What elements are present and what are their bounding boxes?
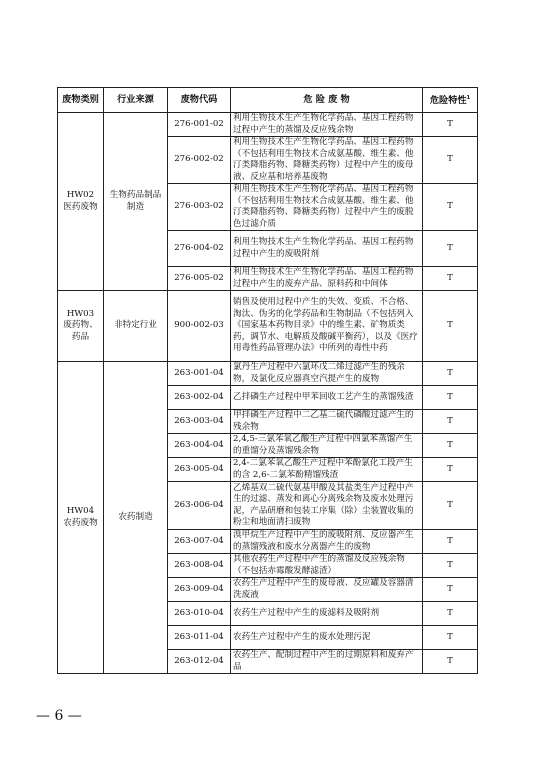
table-body xyxy=(58,113,478,674)
waste-code-cell: 263-001-04 xyxy=(168,362,231,386)
header-hazard-label: 危险特性 xyxy=(429,95,467,107)
waste-code-cell: 263-009-04 xyxy=(168,578,231,602)
header-code: 废物代码 xyxy=(168,88,231,113)
waste-description-cell: 农药生产过程中产生的废母液、反应罐及容器清洗废液 xyxy=(231,578,423,602)
header-waste: 危 险 废 物 xyxy=(231,88,423,113)
waste-code-cell: 263-004-04 xyxy=(168,434,231,458)
waste-code-cell: 263-012-04 xyxy=(168,650,231,674)
waste-description-cell: 溴甲烷生产过程中产生的废吸附剂、反应器产生的蒸馏残液和废水分离器产生的废物 xyxy=(231,530,423,554)
industry-source-cell: 非特定行业 xyxy=(104,291,168,362)
waste-code-cell: 263-003-04 xyxy=(168,410,231,434)
waste-code-cell: 263-005-04 xyxy=(168,458,231,482)
hazard-characteristic-cell: T xyxy=(423,650,478,674)
header-hazard-footnote: 1 xyxy=(466,95,471,102)
hazard-characteristic-cell: T xyxy=(423,626,478,650)
waste-description-cell: 利用生物技术生产生物化学药品、基因工程药物（不包括利用生物技术合成氨基酸、维生素、他汀类降脂药物、降糖类药物）过程中产生的废母液、反应基和培养基废物 xyxy=(231,137,423,184)
table-row xyxy=(58,113,478,137)
waste-description-cell: 农药生产、配制过程中产生的过期原料和废弃产品 xyxy=(231,650,423,674)
waste-description-cell: 2,4,5-三氯苯氧乙酸生产过程中四氯苯蒸馏产生的重馏分及蒸馏残余物 xyxy=(231,434,423,458)
waste-code-cell: 263-011-04 xyxy=(168,626,231,650)
hazard-characteristic-cell: T xyxy=(423,602,478,626)
page-number: — 6 — xyxy=(36,708,82,724)
header-source: 行业来源 xyxy=(104,88,168,113)
header-category: 废物类别 xyxy=(58,88,104,113)
waste-category-cell: HW03 废药物、 药品 xyxy=(58,291,104,362)
hazard-characteristic-cell: T xyxy=(423,267,478,291)
hazard-characteristic-cell: T xyxy=(423,113,478,137)
hazard-characteristic-cell: T xyxy=(423,291,478,362)
waste-code-cell: 263-007-04 xyxy=(168,530,231,554)
industry-source-cell: 农药制造 xyxy=(104,362,168,674)
hazard-characteristic-cell: T xyxy=(423,137,478,184)
waste-code-cell: 276-003-02 xyxy=(168,184,231,231)
hazard-characteristic-cell: T xyxy=(423,362,478,386)
table-row xyxy=(58,291,478,362)
hazard-characteristic-cell: T xyxy=(423,458,478,482)
waste-description-cell: 其他农药生产过程中产生的蒸馏及反应残余物（不包括赤霉酸发酵滤渣） xyxy=(231,554,423,578)
hazard-characteristic-cell: T xyxy=(423,231,478,267)
hazard-characteristic-cell: T xyxy=(423,482,478,530)
table-row xyxy=(58,362,478,386)
waste-description-cell: 乙烯基双二硫代氨基甲酸及其盐类生产过程中产生的过滤、蒸发和离心分离残余物及废水处理污泥，产品研磨和包装工序集（除）尘装置收集的粉尘和地面清扫废物 xyxy=(231,482,423,530)
waste-description-cell: 乙拌磷生产过程中甲苯回收工艺产生的蒸馏残渣 xyxy=(231,386,423,410)
hazard-characteristic-cell: T xyxy=(423,184,478,231)
waste-description-cell: 利用生物技术生产生物化学药品、基因工程药物过程中产生的废吸附剂 xyxy=(231,231,423,267)
hazardous-waste-table xyxy=(57,87,478,674)
waste-description-cell: 销售及使用过程中产生的失效、变质、不合格、淘汰、伪劣的化学药品和生物制品（不包括列入《国家基本药物目录》中的维生素、矿物质类药，调节水、电解质及酸碱平衡药），以及《医疗用毒性药品管理办法》中所列的毒性中药 xyxy=(231,291,423,362)
hazard-characteristic-cell: T xyxy=(423,434,478,458)
header-hazard xyxy=(423,88,478,113)
waste-description-cell: 甲拌磷生产过程中二乙基二硫代磷酸过滤产生的残余物 xyxy=(231,410,423,434)
waste-category-cell: HW02 医药废物 xyxy=(58,113,104,291)
hazard-characteristic-cell: T xyxy=(423,386,478,410)
waste-code-cell: 900-002-03 xyxy=(168,291,231,362)
industry-source-cell: 生物药品制品 制造 xyxy=(104,113,168,291)
hazard-characteristic-cell: T xyxy=(423,554,478,578)
waste-description-cell: 利用生物技术生产生物化学药品、基因工程药物过程中产生的蒸馏及反应残余物 xyxy=(231,113,423,137)
table-header-row xyxy=(58,88,478,113)
waste-description-cell: 氯丹生产过程中六氯环戊二烯过滤产生的残余物，及氯化反应器真空汽提产生的废物 xyxy=(231,362,423,386)
waste-code-cell: 263-006-04 xyxy=(168,482,231,530)
waste-code-cell: 263-010-04 xyxy=(168,602,231,626)
waste-category-cell: HW04 农药废物 xyxy=(58,362,104,674)
waste-description-cell: 利用生物技术生产生物化学药品、基因工程药物过程中产生的废弃产品、原料药和中间体 xyxy=(231,267,423,291)
hazard-characteristic-cell: T xyxy=(423,530,478,554)
waste-description-cell: 农药生产过程中产生的废水处理污泥 xyxy=(231,626,423,650)
waste-code-cell: 263-002-04 xyxy=(168,386,231,410)
hazard-characteristic-cell: T xyxy=(423,578,478,602)
waste-description-cell: 利用生物技术生产生物化学药品、基因工程药物（不包括利用生物技术合成氨基酸、维生素、他汀类降脂药物、降糖类药物）过程中产生的废脱色过滤介质 xyxy=(231,184,423,231)
waste-description-cell: 农药生产过程中产生的废滤料及吸附剂 xyxy=(231,602,423,626)
waste-description-cell: 2,4-二氯苯氧乙酸生产过程中苯酚氯化工段产生的含 2,6-二氯苯酚精馏残渣 xyxy=(231,458,423,482)
waste-code-cell: 263-008-04 xyxy=(168,554,231,578)
hazard-characteristic-cell: T xyxy=(423,410,478,434)
waste-code-cell: 276-002-02 xyxy=(168,137,231,184)
waste-code-cell: 276-004-02 xyxy=(168,231,231,267)
waste-code-cell: 276-001-02 xyxy=(168,113,231,137)
waste-code-cell: 276-005-02 xyxy=(168,267,231,291)
